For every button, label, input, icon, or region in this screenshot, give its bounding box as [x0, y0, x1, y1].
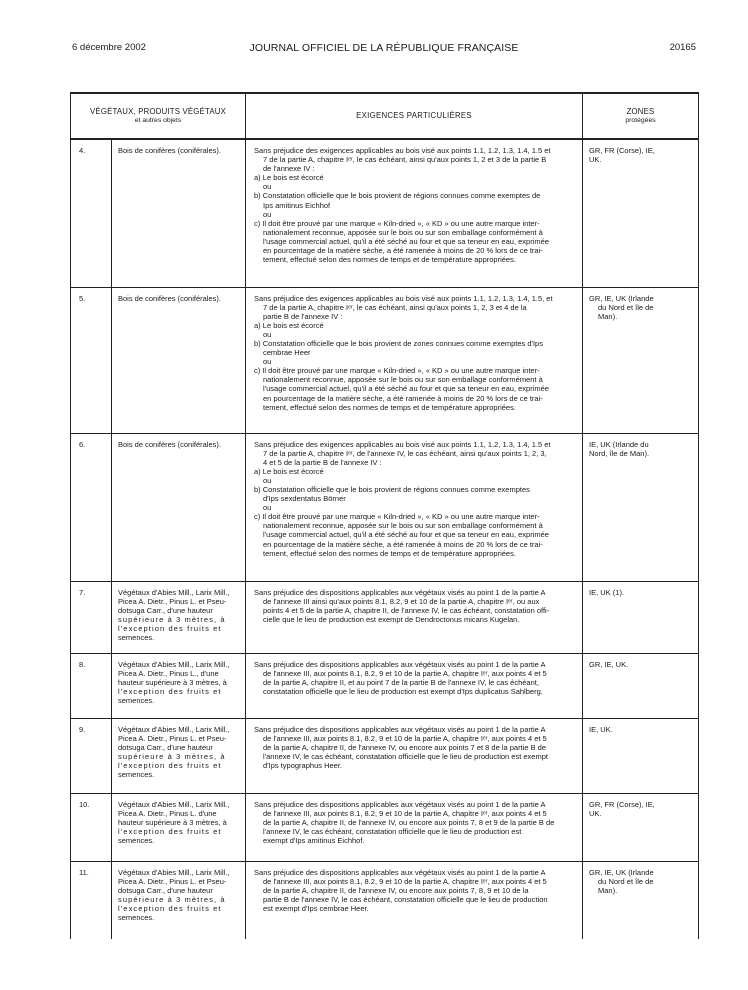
- desc-line: l'exception des fruits et: [118, 760, 222, 770]
- zone-line: GR, FR (Corse), IE,: [589, 146, 655, 155]
- row-zones: [583, 861, 699, 939]
- req-line: ou: [263, 475, 272, 485]
- page-header: [72, 42, 696, 56]
- req-line: Sans préjudice des dispositions applicables aux végétaux visés au point 1 de la partie A: [254, 799, 546, 809]
- col-header-zones-label: ZONES: [626, 106, 655, 116]
- req-line: d'Ips sexdentatus Börner: [263, 494, 346, 504]
- zone-line: UK.: [589, 808, 602, 818]
- req-line: ou: [263, 503, 272, 513]
- zone-line: Man).: [598, 311, 618, 321]
- desc-line: Végétaux d'Abies Mill., Larix Mill.,: [118, 724, 230, 734]
- col-header-vegetaux-label: VÉGÉTAUX, PRODUITS VÉGÉTAUX: [90, 106, 226, 116]
- row-description: Bois de conifères (coniférales).: [112, 139, 246, 287]
- desc-line: Picea A. Dietr., Pinus L. d'une: [118, 808, 217, 818]
- req-line: l'usage commercial actuel, qu'il a été séché au four et que sa teneur en eau, exprimée: [263, 530, 549, 540]
- desc-line: hauteur supérieure à 3 mètres, à: [118, 677, 227, 687]
- req-line: tement, effectué selon des normes de temps et de température appropriées.: [263, 255, 516, 265]
- row-requirements: [246, 581, 583, 653]
- row-requirements: [246, 793, 583, 861]
- desc-line: semences.: [118, 632, 155, 642]
- req-line: Sans préjudice des dispositions applicables aux végétaux visés au point 1 de la partie A: [254, 659, 546, 669]
- req-line: Sans préjudice des dispositions applicables aux végétaux visés au point 1 de la partie A: [254, 587, 546, 597]
- col-header-vegetaux: [71, 93, 246, 139]
- desc-line: dotsuga Carr., d'une hauteur: [118, 742, 213, 752]
- req-line: de l'annexe IV :: [263, 164, 315, 174]
- req-line: de la partie A, chapitre II, et au point 7 de la partie B de l'annexe IV, le cas échéant,: [263, 677, 539, 687]
- zone-line: Man).: [598, 885, 618, 895]
- row-zones: [583, 793, 699, 861]
- req-line: l'usage commercial actuel, qu'il a été séché au four et que sa teneur en eau, exprimée: [263, 384, 549, 394]
- col-header-zones: [583, 93, 699, 139]
- table-header-row: [71, 93, 699, 139]
- req-line: de la partie A, chapitre II, de l'annexe IV, ou encore aux points 7 et 8 de la partie B de: [263, 742, 547, 752]
- req-line: partie B de l'annexe IV :: [263, 311, 343, 321]
- req-line: c) Il doit être prouvé par une marque « Kiln-dried », « KD » ou une autre marque inter-: [254, 512, 540, 522]
- zone-line: GR, IE, UK.: [589, 659, 629, 669]
- zone-line: IE, UK (Irlande du: [589, 439, 649, 449]
- row-zones: [583, 139, 699, 287]
- req-line: Ips amitinus Eichhof: [263, 200, 331, 210]
- req-line: de la partie A, chapitre II, de l'annexe IV, ou encore aux points 7, 8 et 9 de la partie B de: [263, 817, 555, 827]
- req-line: d'Ips typographus Heer.: [263, 760, 342, 770]
- req-line: nationalement reconnue, apposée sur le bois ou sur son emballage conformément à: [263, 375, 543, 385]
- table-row: [71, 433, 699, 581]
- req-line: a) Le bois est écorcé: [254, 320, 324, 330]
- row-description: [112, 793, 246, 861]
- table-row: [71, 718, 699, 793]
- table-row: [71, 653, 699, 718]
- req-line: constatation officielle que le lieu de production est exempt d'Ips duplicatus Sahlberg.: [263, 686, 543, 696]
- row-requirements: [246, 433, 583, 581]
- req-line: Sans préjudice des exigences applicables au bois visé aux points 1.1, 1.2, 1.3, 1.4, 1.5, et: [254, 293, 553, 303]
- req-line: ou: [263, 209, 272, 219]
- desc-line: hauteur supérieure à 3 mètres, à: [118, 817, 227, 827]
- requirements-table: [70, 92, 699, 939]
- desc-line: l'exception des fruits et: [118, 623, 222, 633]
- desc-line: l'exception des fruits et: [118, 826, 222, 836]
- desc-line: semences.: [118, 835, 155, 845]
- row-zones: [583, 287, 699, 433]
- row-zones: [583, 581, 699, 653]
- zone-line: IE, UK (1).: [589, 587, 625, 597]
- req-line: 7 de la partie A, chapitre Iᵉʳ, le cas échéant, ainsi qu'aux points 1, 2, 3 et 4 de la: [263, 302, 527, 312]
- row-requirements: [246, 653, 583, 718]
- req-line: l'annexe IV, le cas échéant, constatation officielle que le lieu de production est: [263, 826, 522, 836]
- desc-line: supérieure à 3 mètres, à: [118, 751, 226, 761]
- desc-line: l'exception des fruits et: [118, 903, 222, 913]
- req-line: en pourcentage de la matière sèche, a été ramenée à moins de 20 % lors de ce trai-: [263, 393, 543, 403]
- req-line: de l'annexe III, aux points 8.1, 8.2, 9 et 10 de la partie A, chapitre Iᵉʳ, aux points 4 et 5: [263, 876, 547, 886]
- req-line: Sans préjudice des dispositions applicables aux végétaux visés au point 1 de la partie A: [254, 724, 546, 734]
- req-line: l'usage commercial actuel, qu'il a été séché au four et que sa teneur en eau, exprimée: [263, 236, 549, 246]
- row-number: 5.: [71, 287, 112, 433]
- req-line: ou: [263, 329, 272, 339]
- req-line: points 4 et 5 de la partie A, chapitre II, de l'annexe IV, le cas échéant, constatation offi-: [263, 605, 550, 615]
- req-line: tement, effectué selon des normes de temps et de température appropriées.: [263, 548, 516, 558]
- req-line: est exempt d'Ips cembrae Heer.: [263, 903, 369, 913]
- zone-line: GR, IE, UK (Irlande: [589, 867, 654, 877]
- row-requirements: [246, 139, 583, 287]
- zone-line: du Nord et île de: [598, 302, 654, 312]
- desc-line: Picea A. Dietr., Pinus L. et Pseu-: [118, 733, 227, 743]
- col-header-exigences-label: EXIGENCES PARTICULIÈRES: [356, 111, 472, 121]
- row-number: 8.: [71, 653, 112, 718]
- row-description: [112, 718, 246, 793]
- row-description: [112, 861, 246, 939]
- desc-line: dotsuga Carr., d'une hauteur: [118, 885, 213, 895]
- row-requirements: [246, 718, 583, 793]
- req-line: de l'annexe III, aux points 8.1, 8.2, 9 et 10 de la partie A, chapitre Iᵉʳ, aux points 4 et 5: [263, 733, 547, 743]
- req-line: Sans préjudice des exigences applicables au bois visé aux points 1.1, 1.2, 1.3, 1.4, 1.5 et: [254, 439, 551, 449]
- req-line: c) Il doit être prouvé par une marque « Kiln-dried », « KD » ou une autre marque inter-: [254, 218, 540, 228]
- row-description: Bois de conifères (coniférales).: [112, 287, 246, 433]
- req-line: Sans préjudice des dispositions applicables aux végétaux visés au point 1 de la partie A: [254, 867, 546, 877]
- row-number: 6.: [71, 433, 112, 581]
- table-row: [71, 861, 699, 939]
- req-line: a) Le bois est écorcé: [254, 173, 324, 183]
- req-line: en pourcentage de la matière sèche, a été ramenée à moins de 20 % lors de ce trai-: [263, 539, 543, 549]
- req-line: 7 de la partie A, chapitre Iᵉʳ, le cas échéant, ainsi qu'aux points 1, 2 et 3 de la partie B: [263, 155, 547, 165]
- desc-line: supérieure à 3 mètres, à: [118, 614, 226, 624]
- desc-line: Picea A. Dietr., Pinus L. et Pseu-: [118, 596, 227, 606]
- desc-line: Végétaux d'Abies Mill., Larix Mill.,: [118, 867, 230, 877]
- row-zones: [583, 653, 699, 718]
- desc-line: semences.: [118, 769, 155, 779]
- desc-line: semences.: [118, 695, 155, 705]
- zone-line: IE, UK.: [589, 724, 613, 734]
- zone-line: du Nord et île de: [598, 876, 654, 886]
- page-number: 20165: [669, 42, 696, 53]
- req-line: partie B de l'annexe IV, le cas échéant, constatation officielle que le lieu de production: [263, 894, 548, 904]
- req-line: a) Le bois est écorcé: [254, 466, 324, 476]
- row-requirements: [246, 861, 583, 939]
- req-line: de l'annexe III, aux points 8.1, 8.2, 9 et 10 de la partie A, chapitre Iᵉʳ, aux points 4 et 5: [263, 668, 547, 678]
- desc-line: Végétaux d'Abies Mill., Larix Mill.,: [118, 587, 230, 597]
- row-zones: [583, 433, 699, 581]
- req-line: nationalement reconnue, apposée sur le bois ou sur son emballage conformément à: [263, 521, 543, 531]
- row-requirements: [246, 287, 583, 433]
- req-line: de l'annexe III ainsi qu'aux points 8.1, 8.2, 9 et 10 de la partie A, chapitre Iᵉʳ, ou aux: [263, 596, 540, 606]
- row-number: 9.: [71, 718, 112, 793]
- req-line: ou: [263, 182, 272, 192]
- col-header-exigences: [246, 93, 583, 139]
- row-number: 7.: [71, 581, 112, 653]
- row-number: 11.: [71, 861, 112, 939]
- row-number: 4.: [71, 139, 112, 287]
- row-description: [112, 581, 246, 653]
- req-line: b) Constatation officielle que le bois provient de régions connues comme exemptes de: [254, 191, 541, 201]
- desc-line: dotsuga Carr., d'une hauteur: [118, 605, 213, 615]
- req-line: cielle que le lieu de production est exempt de Dendroctonus micans Kugelan.: [263, 614, 520, 624]
- req-line: b) Constatation officielle que le bois provient de zones connues comme exemptes d'Ips: [254, 338, 543, 348]
- req-line: exempt d'Ips amitinus Eichhof.: [263, 835, 365, 845]
- row-zones: [583, 718, 699, 793]
- table-row: [71, 793, 699, 861]
- col-header-vegetaux-sub: et autres objets: [134, 117, 182, 124]
- desc-line: supérieure à 3 mètres, à: [118, 894, 226, 904]
- req-line: Sans préjudice des exigences applicables au bois visé aux points 1.1, 1.2, 1.3, 1.4, 1.5 et: [254, 146, 551, 155]
- table-row: [71, 581, 699, 653]
- req-line: tement, effectué selon des normes de temps et de température appropriées.: [263, 402, 516, 412]
- journal-title: JOURNAL OFFICIEL DE LA RÉPUBLIQUE FRANÇAISE: [249, 42, 519, 54]
- table-row: [71, 139, 699, 287]
- zone-line: UK.: [589, 155, 602, 165]
- desc-line: Picea A. Dietr., Pinus L., d'une: [118, 668, 219, 678]
- req-line: en pourcentage de la matière sèche, a été ramenée à moins de 20 % lors de ce trai-: [263, 246, 543, 256]
- req-line: 7 de la partie A, chapitre Iᵉʳ, de l'annexe IV, le cas échéant, ainsi qu'aux points 1, 2, 3,: [263, 448, 547, 458]
- table-row: [71, 287, 699, 433]
- req-line: c) Il doit être prouvé par une marque « Kiln-dried », « KD » ou une autre marque inter-: [254, 366, 540, 376]
- col-header-zones-sub: protégées: [625, 117, 656, 124]
- req-line: ou: [263, 357, 272, 367]
- issue-date: 6 décembre 2002: [72, 42, 146, 53]
- desc-line: Végétaux d'Abies Mill., Larix Mill.,: [118, 799, 230, 809]
- req-line: cembrae Heer: [263, 348, 311, 358]
- req-line: de l'annexe III, aux points 8.1, 8.2, 9 et 10 de la partie A, chapitre Iᵉʳ, aux points 4 et 5: [263, 808, 547, 818]
- desc-line: l'exception des fruits et: [118, 686, 222, 696]
- req-line: nationalement reconnue, apposée sur le bois ou sur son emballage conformément à: [263, 227, 543, 237]
- req-line: de la partie A, chapitre II, de l'annexe IV, ou encore aux points 7, 8, 9 et 10 de la: [263, 885, 529, 895]
- row-number: 10.: [71, 793, 112, 861]
- req-line: b) Constatation officielle que le bois provient de régions connues comme exemptes: [254, 484, 530, 494]
- zone-line: GR, IE, UK (Irlande: [589, 293, 654, 303]
- row-description: [112, 653, 246, 718]
- desc-line: semences.: [118, 912, 155, 922]
- req-line: l'annexe IV, le cas échéant, constatation officielle que le lieu de production est exempt: [263, 751, 548, 761]
- req-line: 4 et 5 de la partie B de l'annexe IV :: [263, 457, 382, 467]
- zone-line: GR, FR (Corse), IE,: [589, 799, 655, 809]
- row-description: Bois de conifères (coniférales).: [112, 433, 246, 581]
- desc-line: Végétaux d'Abies Mill., Larix Mill.,: [118, 659, 230, 669]
- desc-line: Picea A. Dietr., Pinus L. et Pseu-: [118, 876, 227, 886]
- zone-line: Nord, île de Man).: [589, 448, 650, 458]
